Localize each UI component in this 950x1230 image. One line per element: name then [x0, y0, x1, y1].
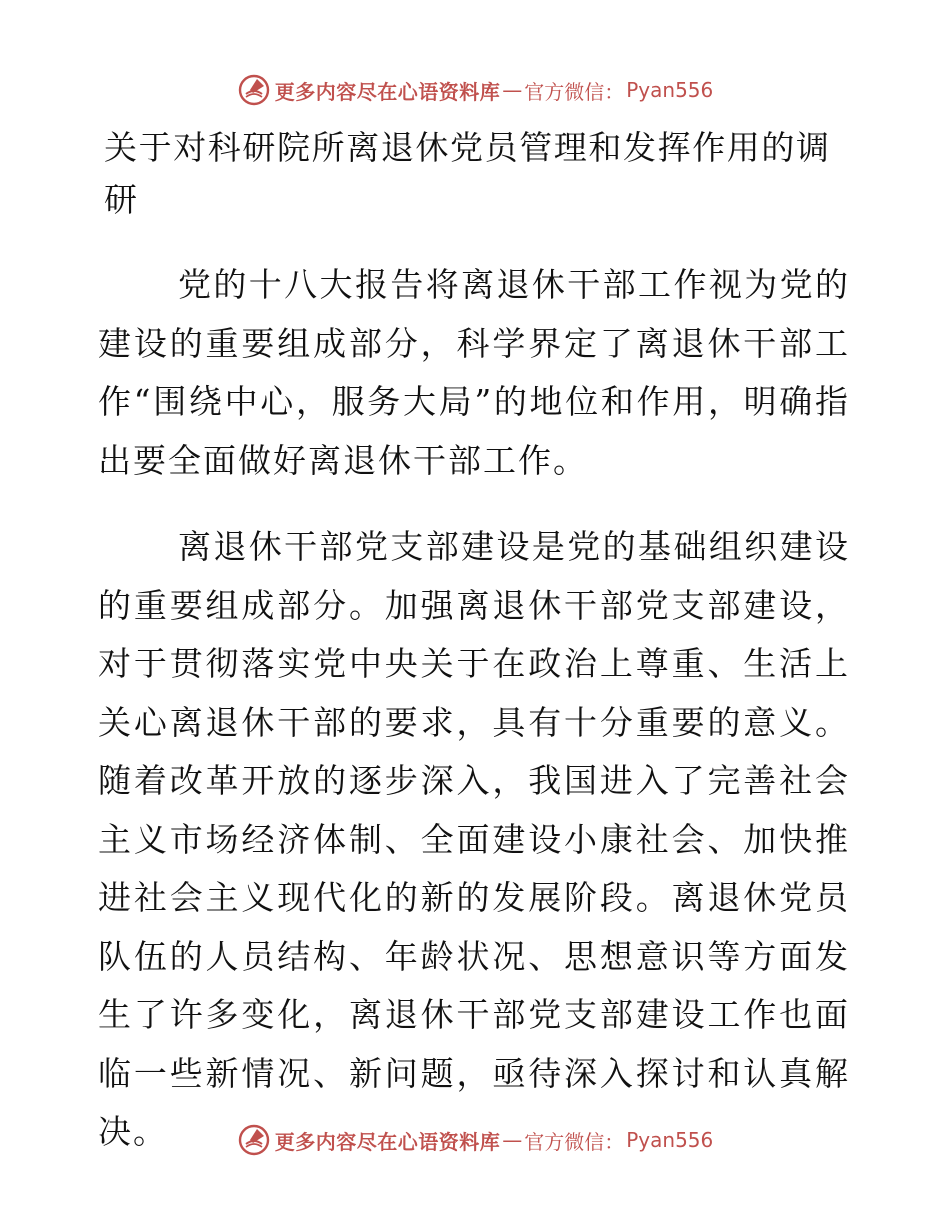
banner-official-label: 官方微信： [524, 1129, 625, 1154]
banner-dash: — [502, 1128, 523, 1152]
footer-banner [0, 1120, 950, 1160]
book-pen-logo-icon [237, 73, 271, 107]
banner-dash: — [502, 78, 523, 102]
document-body [98, 122, 850, 1162]
paragraph-2: 离退休干部党支部建设是党的基础组织建设的重要组成部分。加强离退休干部党支部建设，对于贯彻落实党中央关于在政治上尊重、生活上关心离退休干部的要求，具有十分重要的意义。随着改革开放的逐步深入，我国进入了完善社会主义市场经济体制、全面建设小康社会、加快推进社会主义现代化的新的发展阶段。离退休党员队伍的人员结构、年龄状况、思想意识等方面发生了许多变化，离退休干部党支部建设工作也面临一些新情况、新问题，亟待深入探讨和认真解决。 [98, 527, 850, 1151]
book-pen-logo-icon [237, 1123, 271, 1157]
banner-account: Pyan556 [626, 78, 714, 102]
header-banner [0, 70, 950, 110]
document-title: 关于对科研院所离退休党员管理和发挥作用的调研 [104, 128, 831, 219]
banner-main-text: 更多内容尽在心语资料库 [274, 1129, 501, 1154]
banner-main-text: 更多内容尽在心语资料库 [274, 79, 501, 104]
banner-account: Pyan556 [626, 1128, 714, 1152]
paragraph-1: 党的十八大报告将离退休干部工作视为党的建设的重要组成部分，科学界定了离退休干部工作“围绕中心，服务大局”的地位和作用，明确指出要全面做好离退休干部工作。 [98, 265, 850, 480]
banner-official-label: 官方微信： [524, 79, 625, 104]
